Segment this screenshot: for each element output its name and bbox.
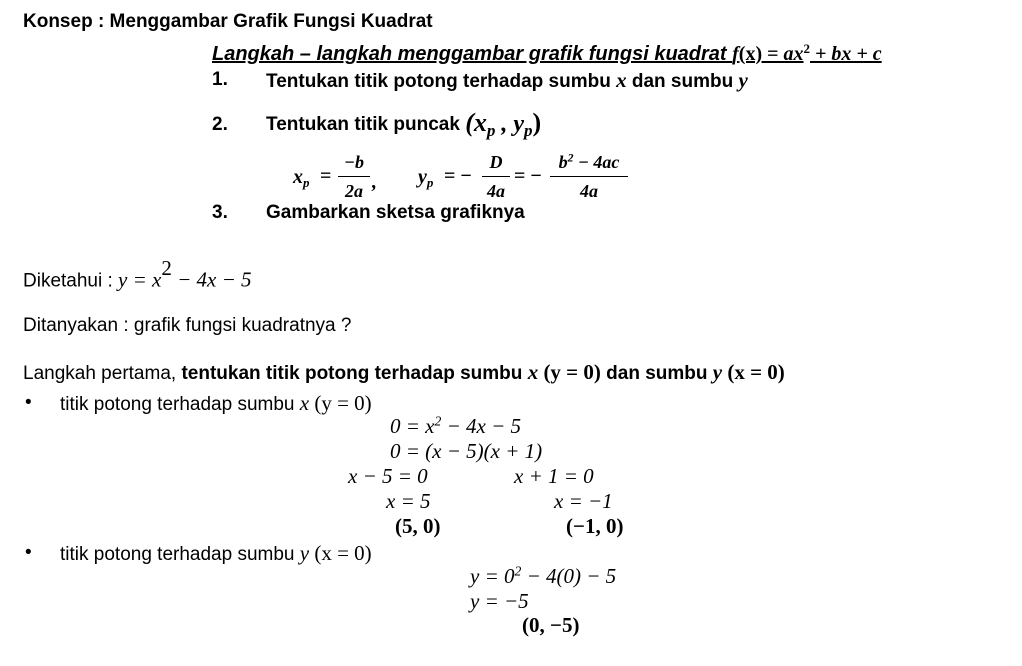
formula-eq-2: = − (444, 165, 472, 187)
formula-yp-lhs: $y_p$ (418, 166, 434, 190)
step-1-number: 1. (212, 69, 228, 90)
step-3-number: 3. (212, 202, 228, 223)
bullet-y-intercept: titik potong terhadap sumbu y (x = 0) (60, 541, 372, 565)
formula-xp-lhs: $x_p$ (293, 166, 310, 190)
solve-x-root-2: x = −1 (554, 489, 613, 513)
solve-x-line-1: $0 = x^2 - 4x - 5$ (390, 413, 521, 438)
y-intercept-point: (0, −5) (522, 613, 580, 637)
page-title: Konsep : Menggambar Grafik Fungsi Kuadrat (23, 11, 433, 32)
first-step-line: Langkah pertama, tentukan titik potong terhadap sumbu x (y = 0) dan sumbu y (x = 0) (23, 360, 785, 384)
formula-comma: , (372, 171, 377, 193)
solve-x-factor-1: x − 5 = 0 (348, 464, 428, 488)
steps-heading: Langkah – langkah menggambar grafik fungsi kuadrat $f(x) = ax^2$ + bx + c (212, 40, 882, 65)
step-3-text: Gambarkan sketsa grafiknya (266, 202, 525, 223)
formula-eq-3: = − (514, 165, 542, 187)
solve-y-line-2: y = −5 (470, 589, 529, 613)
step-1-text: Tentukan titik potong terhadap sumbu x dan sumbu y (266, 68, 748, 92)
solve-y-line-1: $y = 0^2 - 4(0) - 5$ (470, 563, 617, 588)
solve-x-factor-2: x + 1 = 0 (514, 464, 594, 488)
step-2-number: 2. (212, 114, 228, 135)
x-intercept-point-1: (5, 0) (395, 514, 441, 538)
x-intercept-point-2: (−1, 0) (566, 514, 624, 538)
solve-x-root-1: x = 5 (386, 489, 431, 513)
solve-x-line-2: 0 = (x − 5)(x + 1) (390, 439, 543, 463)
formula-eq-1: = (320, 165, 332, 187)
given-line: Diketahui : $y = x^2 - 4x - 5$ (23, 256, 252, 292)
fraction-d-over-4a: $\frac{D}{4a}$ (482, 152, 510, 202)
bullet-dot: • (25, 392, 32, 413)
fraction-xp: $\frac{-b}{2a}$ (338, 152, 370, 202)
fraction-discriminant: $\frac{b^2 - 4ac}{4a}$ (550, 152, 628, 202)
bullet-x-intercept: titik potong terhadap sumbu x (y = 0) (60, 391, 372, 415)
step-2-text: Tentukan titik puncak ($x_p$ , $y_p$) (266, 108, 542, 141)
question-line: Ditanyakan : grafik fungsi kuadratnya ? (23, 315, 352, 336)
bullet-dot: • (25, 542, 32, 563)
